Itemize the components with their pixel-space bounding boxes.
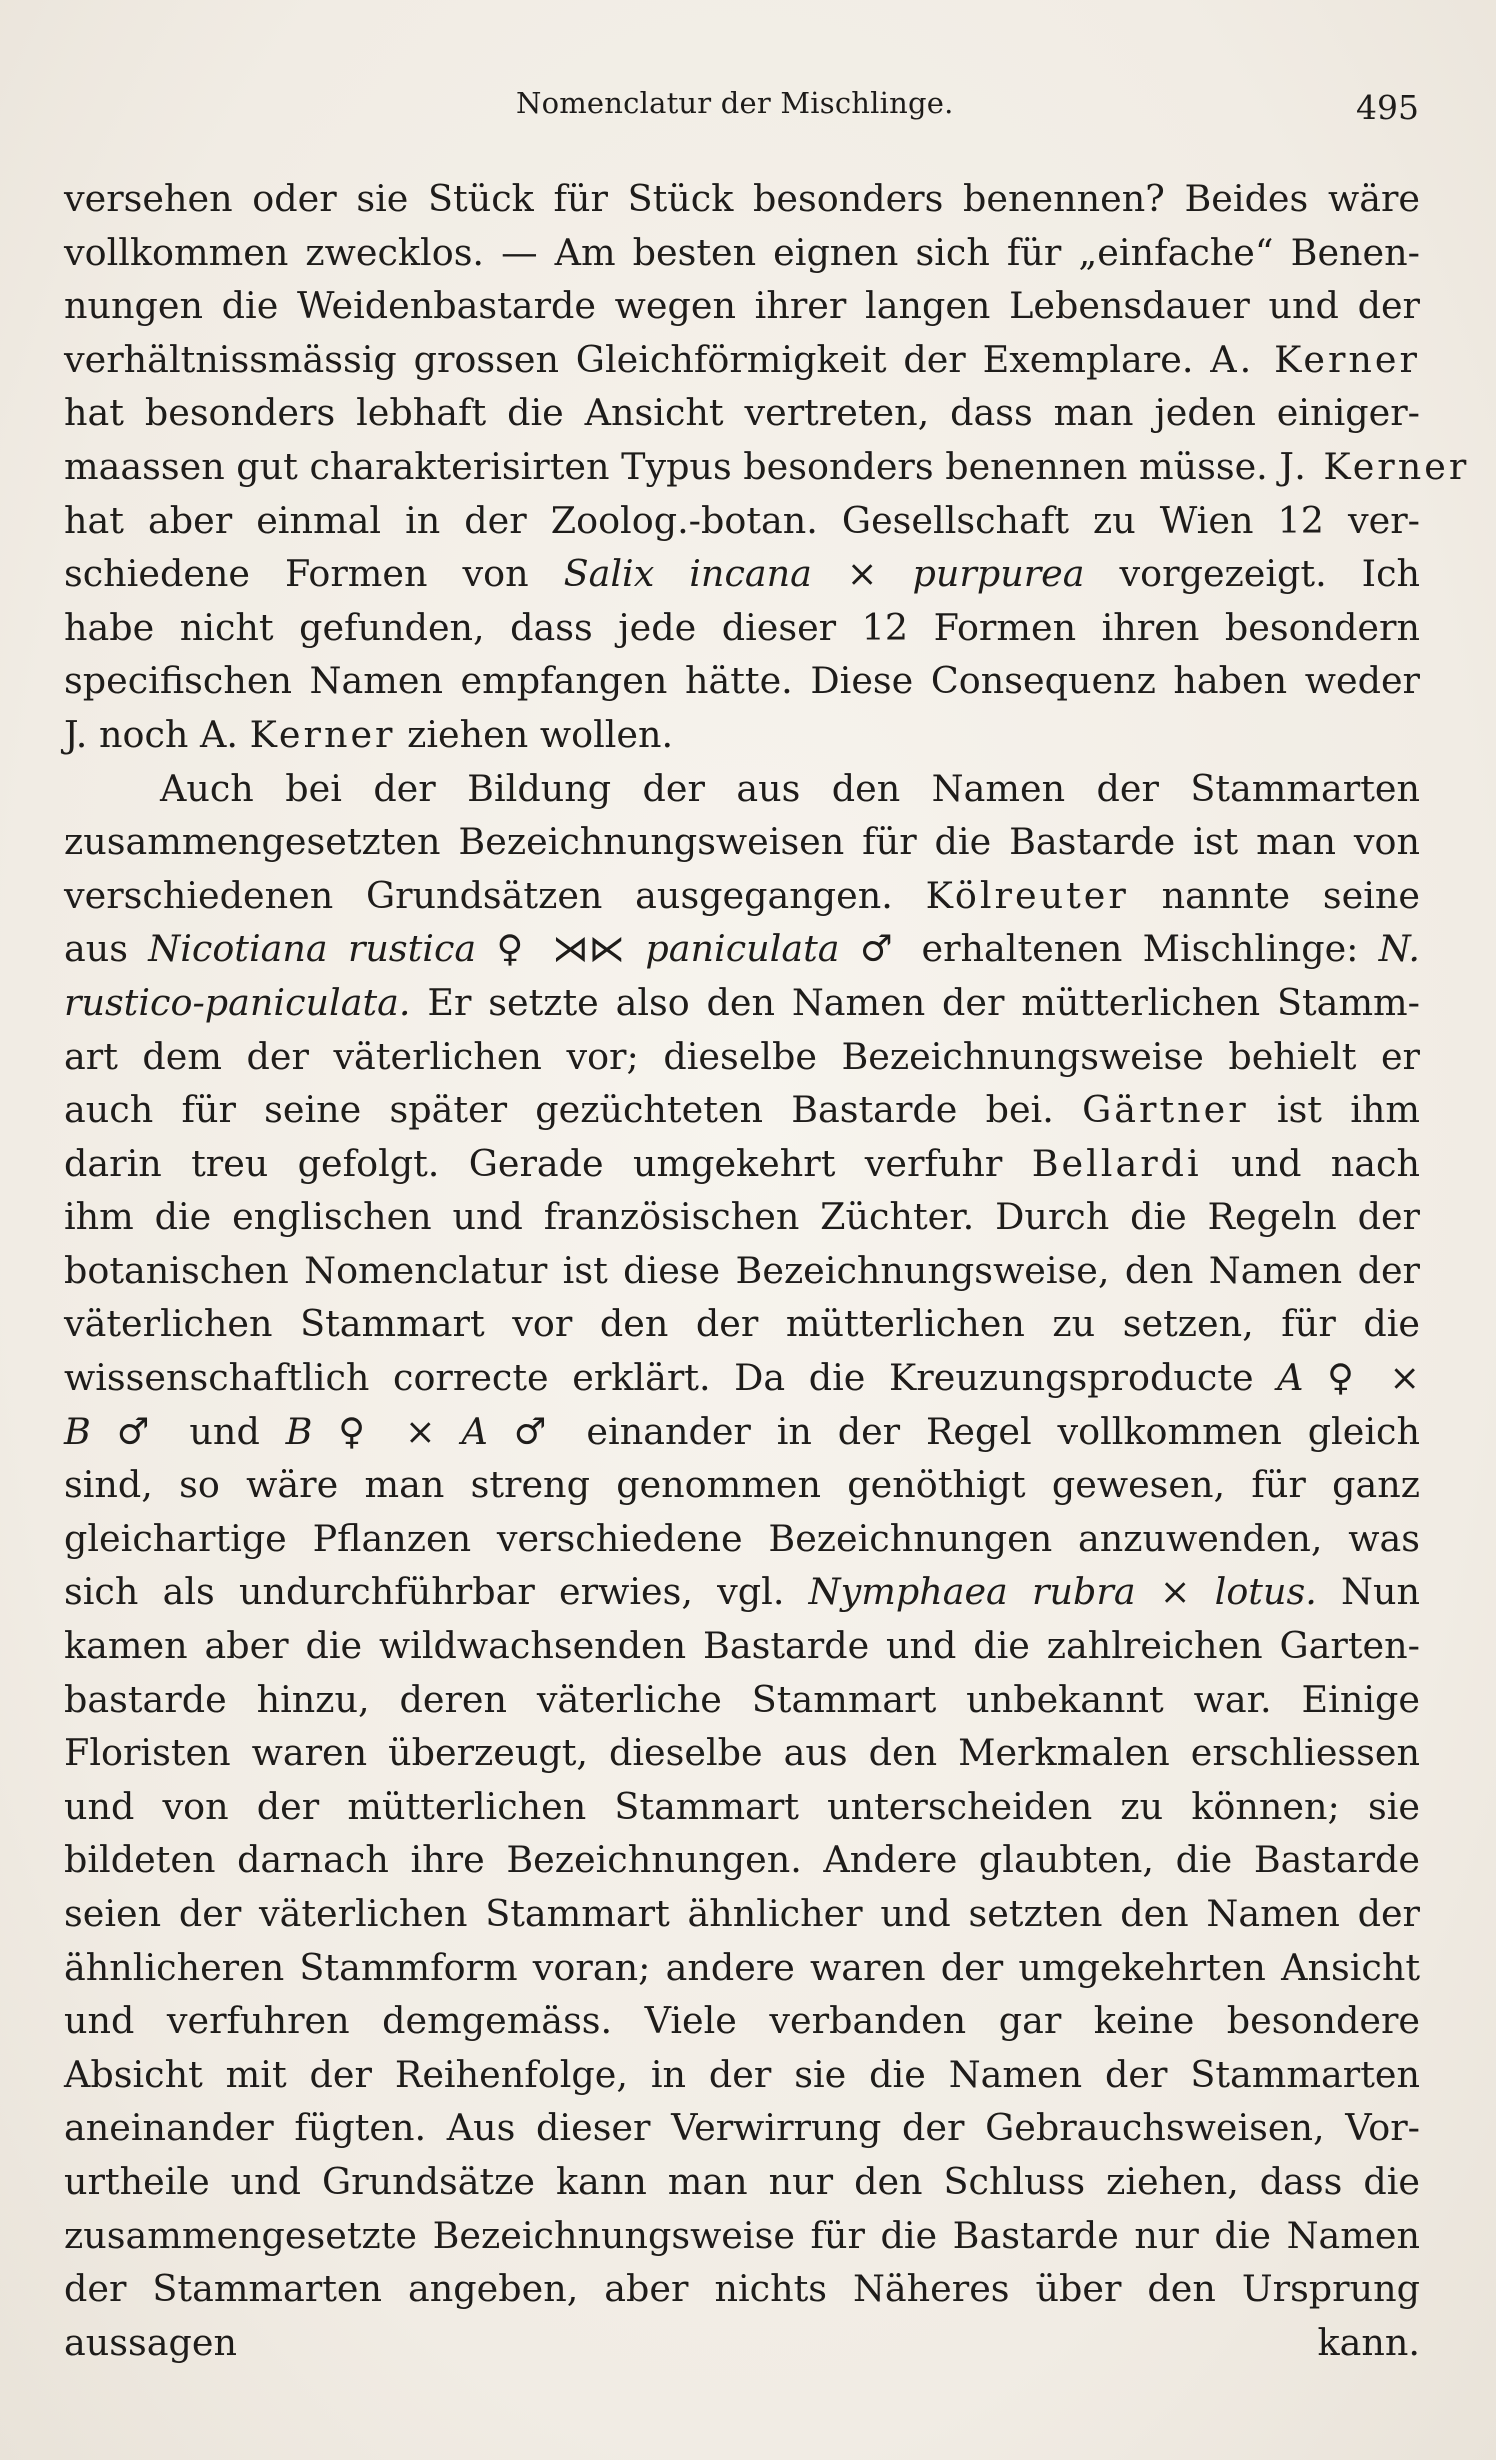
- species-name: Salix incana: [563, 552, 812, 596]
- text-line-29: bastarde hinzu, deren väterliche Stammart unbekannt war. Einige: [64, 1677, 1420, 1721]
- hybrid-sign: ×: [846, 552, 878, 596]
- text-line-10: specifischen Namen empfangen hätte. Diese Consequenz haben weder: [64, 659, 1420, 703]
- species-name: paniculata: [645, 927, 840, 971]
- formula-letter: A: [461, 1409, 488, 1453]
- text-line-42: [64, 2369, 1420, 2423]
- text-line-9: habe nicht gefunden, dass jede dieser 12 Formen ihren besondern: [64, 605, 1420, 649]
- text-line-28: kamen aber die wildwachsenden Bastarde und die zahlreichen Garten-: [64, 1624, 1420, 1668]
- text-line-17: art dem der väterlichen vor; dieselbe Bezeichnungsweise behielt er: [64, 1034, 1420, 1078]
- text-line-4: verhältnissmässig grossen Gleichförmigkeit der Exemplare. A. Kerner: [64, 337, 1420, 381]
- running-title: Nomenclatur der Mischlinge.: [516, 86, 954, 120]
- species-name: Nymphaea rubra: [808, 1570, 1136, 1614]
- text-line-11: J. noch A. Kerner ziehen wollen.: [64, 712, 674, 756]
- cross-sign: ♀ ×: [1327, 1356, 1421, 1400]
- text-line-5: hat besonders lebhaft die Ansicht vertreten, dass man jeden einiger-: [64, 391, 1420, 435]
- text-line-15: aus Nicotiana rustica ♀ ⋊⋉ paniculata ♂ erhaltenen Mischlinge: N.: [64, 927, 1420, 971]
- species-name: rustico-paniculata.: [64, 980, 411, 1024]
- text-line-31: und von der mütterlichen Stammart unterscheiden zu können; sie: [64, 1784, 1420, 1828]
- text-line-35: und verfuhren demgemäss. Viele verbanden gar keine besondere: [64, 1999, 1420, 2043]
- text-line-2: vollkommen zwecklos. — Am besten eignen sich für „einfache“ Benen-: [64, 230, 1420, 274]
- text-line-26: gleichartige Pflanzen verschiedene Bezeichnungen anzuwenden, was: [64, 1516, 1420, 1560]
- text-line-18: auch für seine später gezüchteten Bastarde bei. Gärtner ist ihm: [64, 1088, 1420, 1132]
- text-line-27: sich als undurchführbar erwies, vgl. Nymphaea rubra × lotus. Nun: [64, 1570, 1420, 1614]
- text-line-25: sind, so wäre man streng genommen genöthigt gewesen, für ganz: [64, 1463, 1420, 1507]
- author-name: Gärtner: [1082, 1088, 1249, 1132]
- text-line-24: B ♂ und B ♀ × A ♂ einander in der Regel vollkommen gleich: [64, 1409, 1420, 1453]
- species-name: N.: [1378, 927, 1420, 971]
- text-line-39: zusammengesetzte Bezeichnungsweise für die Bastarde nur die Namen: [64, 2213, 1420, 2257]
- formula-letter: B: [64, 1409, 91, 1453]
- species-name: lotus.: [1214, 1570, 1317, 1614]
- text-line-3: nungen die Weidenbastarde wegen ihrer langen Lebensdauer und der: [64, 284, 1420, 328]
- running-head: [0, 86, 1496, 136]
- text-line-19: darin treu gefolgt. Gerade umgekehrt verfuhr Bellardi und nach: [64, 1141, 1420, 1185]
- text-line-21: botanischen Nomenclatur ist diese Bezeichnungsweise, den Namen der: [64, 1248, 1420, 1292]
- text-line-8: schiedene Formen von Salix incana × purpurea vorgezeigt. Ich: [64, 552, 1421, 596]
- text-line-41: aussagen kann.: [64, 2320, 1420, 2364]
- species-name: purpurea: [912, 552, 1085, 596]
- text-line-6: maassen gut charakterisirten Typus besonders benennen müsse. J. Kerner: [64, 444, 1470, 488]
- cross-sign: ♀ ⋊⋉: [496, 927, 626, 971]
- text-line-40: der Stammarten angeben, aber nichts Näheres über den Ursprung: [64, 2267, 1420, 2311]
- author-name: A. Kerner: [1210, 337, 1420, 381]
- text-line-30: Floristen waren überzeugt, dieselbe aus den Merkmalen erschliessen: [64, 1731, 1420, 1775]
- text-line-1: versehen oder sie Stück für Stück besonders benennen? Beides wäre: [64, 177, 1420, 220]
- body-text: [64, 172, 1470, 2423]
- text-line-14: verschiedenen Grundsätzen ausgegangen. Kölreuter nannte seine: [64, 873, 1420, 917]
- text-line-34: ähnlicheren Stammform voran; andere waren der umgekehrten Ansicht: [64, 1945, 1420, 1989]
- hybrid-sign: ×: [1159, 1570, 1191, 1614]
- text-line-36: Absicht mit der Reihenfolge, in der sie die Namen der Stammarten: [64, 2052, 1420, 2096]
- author-name: Kerner: [249, 712, 396, 756]
- text-line-12: Auch bei der Bildung der aus den Namen der Stammarten: [160, 766, 1420, 810]
- text-line-38: urtheile und Grundsätze kann man nur den Schluss ziehen, dass die: [64, 2159, 1420, 2203]
- text-line-33: seien der väterlichen Stammart ähnlicher und setzten den Namen der: [64, 1892, 1420, 1935]
- text-line-20: ihm die englischen und französischen Züchter. Durch die Regeln der: [64, 1195, 1420, 1239]
- formula-letter: A: [1277, 1356, 1304, 1400]
- text-line-7: hat aber einmal in der Zoolog.-botan. Gesellschaft zu Wien 12 ver-: [64, 498, 1420, 542]
- text-line-22: väterlichen Stammart vor den der mütterlichen zu setzen, für die: [64, 1302, 1420, 1346]
- cross-sign: ♀ ×: [338, 1409, 436, 1453]
- text-line-32: bildeten darnach ihre Bezeichnungen. Andere glaubten, die Bastarde: [64, 1838, 1420, 1882]
- text-line-23: wissenschaftlich correcte erklärt. Da die Kreuzungsproducte A ♀ ×: [64, 1356, 1421, 1400]
- text-line-13: zusammengesetzten Bezeichnungsweisen für die Bastarde ist man von: [64, 820, 1420, 864]
- text-line-16: rustico-paniculata. Er setzte also den Namen der mütterlichen Stamm-: [64, 980, 1420, 1024]
- species-name: Nicotiana rustica: [148, 927, 477, 971]
- author-name: Bellardi: [1031, 1141, 1202, 1185]
- text-line-37: aneinander fügten. Aus dieser Verwirrung der Gebrauchsweisen, Vor-: [64, 2106, 1420, 2150]
- formula-letter: B: [285, 1409, 313, 1453]
- author-name: J. Kerner: [1279, 444, 1470, 488]
- author-name: Kölreuter: [925, 873, 1129, 917]
- page-number: 495: [1356, 88, 1419, 127]
